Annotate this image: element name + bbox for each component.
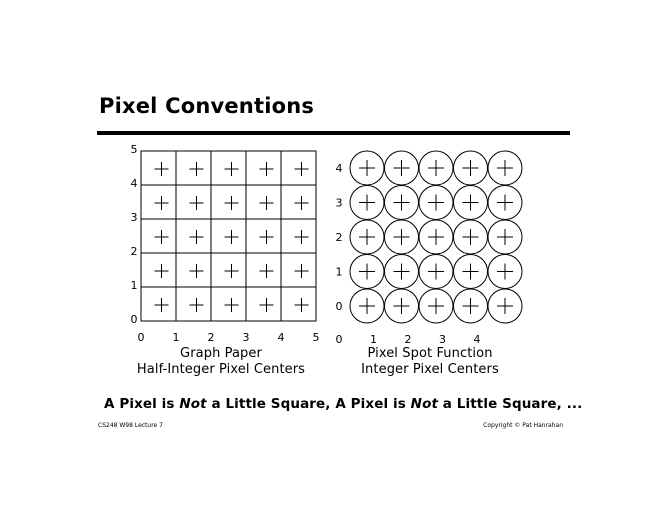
- graph-paper-x-tick-label: 3: [242, 331, 250, 344]
- pixel-spot-grid: [350, 151, 522, 323]
- pixel-center-cross: [260, 162, 274, 176]
- pixel-spot-cross: [428, 229, 444, 245]
- pixel-center-cross: [225, 298, 239, 312]
- graph-paper-x-tick-label: 5: [312, 331, 320, 344]
- graph-paper-grid: [141, 151, 316, 321]
- pixel-spot-cross: [394, 229, 410, 245]
- graph-paper-x-tick-label: 0: [137, 331, 145, 344]
- pixel-spot-cross: [394, 160, 410, 176]
- pixel-spot-cross: [497, 229, 513, 245]
- graph-paper-y-tick-label: 1: [130, 279, 138, 292]
- pixel-center-cross: [190, 264, 204, 278]
- graph-paper-caption-subtitle: Half-Integer Pixel Centers: [136, 362, 306, 377]
- graph-paper-axis-labels: [131, 143, 320, 344]
- pixel-spot-cross: [428, 195, 444, 211]
- pixel-spot-cross: [428, 298, 444, 314]
- pixel-center-cross: [225, 196, 239, 210]
- pixel-center-cross: [295, 162, 309, 176]
- pixel-spot-cross: [463, 298, 479, 314]
- tagline-not-2: Not: [410, 396, 438, 412]
- pixel-spot-cross: [428, 264, 444, 280]
- pixel-center-cross: [295, 230, 309, 244]
- pixel-center-cross: [260, 298, 274, 312]
- graph-paper-caption: [131, 346, 311, 378]
- pixel-spot-cross: [359, 195, 375, 211]
- pixel-center-cross: [260, 196, 274, 210]
- pixel-spot-cross: [359, 229, 375, 245]
- pixel-spot-x-tick-label: 2: [404, 333, 412, 346]
- pixel-center-cross: [190, 298, 204, 312]
- footer-course: CS248 W98 Lecture 7: [98, 422, 163, 429]
- pixel-spot-cross: [428, 160, 444, 176]
- pixel-spot-x-tick-label: 4: [473, 333, 481, 346]
- pixel-spot-x-tick-label: 3: [439, 333, 446, 346]
- pixel-center-cross: [155, 162, 169, 176]
- pixel-spot-cross: [463, 160, 479, 176]
- pixel-spot-cross: [463, 264, 479, 280]
- graph-paper-x-tick-label: 4: [277, 331, 285, 344]
- pixel-center-cross: [155, 196, 169, 210]
- graph-paper-x-tick-label: 1: [172, 331, 180, 344]
- graph-paper-y-tick-label: 0: [130, 313, 138, 326]
- graph-paper-y-tick-label: 2: [130, 245, 138, 258]
- pixel-spot-y-tick-label: 4: [335, 162, 343, 175]
- graph-paper-y-tick-label: 4: [130, 177, 138, 190]
- pixel-center-cross: [190, 230, 204, 244]
- pixel-spot-x-tick-label: 1: [370, 333, 377, 346]
- pixel-spot-cross: [497, 195, 513, 211]
- graph-paper-caption-title: Graph Paper: [180, 346, 262, 361]
- pixel-center-cross: [295, 196, 309, 210]
- pixel-spot-y-tick-label: 0: [335, 300, 343, 313]
- pixel-center-cross: [295, 298, 309, 312]
- tagline-part1: A Pixel is: [104, 396, 180, 412]
- pixel-center-cross: [260, 230, 274, 244]
- pixel-center-cross: [155, 230, 169, 244]
- pixel-spot-cross: [394, 195, 410, 211]
- pixel-center-cross: [295, 264, 309, 278]
- graph-paper-x-tick-label: 2: [207, 331, 215, 344]
- pixel-spot-cross: [463, 195, 479, 211]
- tagline-part2: a Little Square, A Pixel is: [206, 396, 411, 412]
- pixel-spot-cross: [497, 264, 513, 280]
- pixel-center-cross: [190, 162, 204, 176]
- pixel-center-cross: [190, 196, 204, 210]
- pixel-spot-cross: [359, 298, 375, 314]
- pixel-spot-cross: [359, 264, 375, 280]
- pixel-center-cross: [155, 264, 169, 278]
- tagline-part3: a Little Square, ...: [438, 396, 583, 412]
- pixel-center-cross: [225, 162, 239, 176]
- pixel-spot-caption-title: Pixel Spot Function: [367, 346, 493, 361]
- graph-paper-y-tick-label: 3: [130, 211, 138, 224]
- slide-tagline: [104, 396, 582, 412]
- tagline-not-1: Not: [179, 396, 207, 412]
- pixel-spot-caption-subtitle: Integer Pixel Centers: [361, 362, 499, 377]
- footer-copyright: Copyright © Pat Hanrahan: [483, 422, 563, 429]
- pixel-center-cross: [260, 264, 274, 278]
- pixel-spot-cross: [463, 229, 479, 245]
- pixel-center-cross: [155, 298, 169, 312]
- pixel-spot-cross: [394, 264, 410, 280]
- pixel-spot-y-tick-label: 2: [335, 231, 343, 244]
- pixel-spot-y-tick-label: 3: [335, 196, 343, 210]
- pixel-spot-caption: [345, 346, 515, 378]
- pixel-spot-y-tick-label: 1: [335, 265, 343, 279]
- page-title: Pixel Conventions: [99, 94, 315, 118]
- pixel-center-cross: [225, 230, 239, 244]
- pixel-spot-cross: [359, 160, 375, 176]
- pixel-spot-cross: [394, 298, 410, 314]
- graph-paper-y-tick-label: 5: [130, 143, 138, 156]
- pixel-center-cross: [225, 264, 239, 278]
- pixel-spot-x-tick-label: 0: [335, 333, 343, 346]
- pixel-spot-cross: [497, 298, 513, 314]
- pixel-spot-cross: [497, 160, 513, 176]
- graph-paper-border: [141, 151, 316, 321]
